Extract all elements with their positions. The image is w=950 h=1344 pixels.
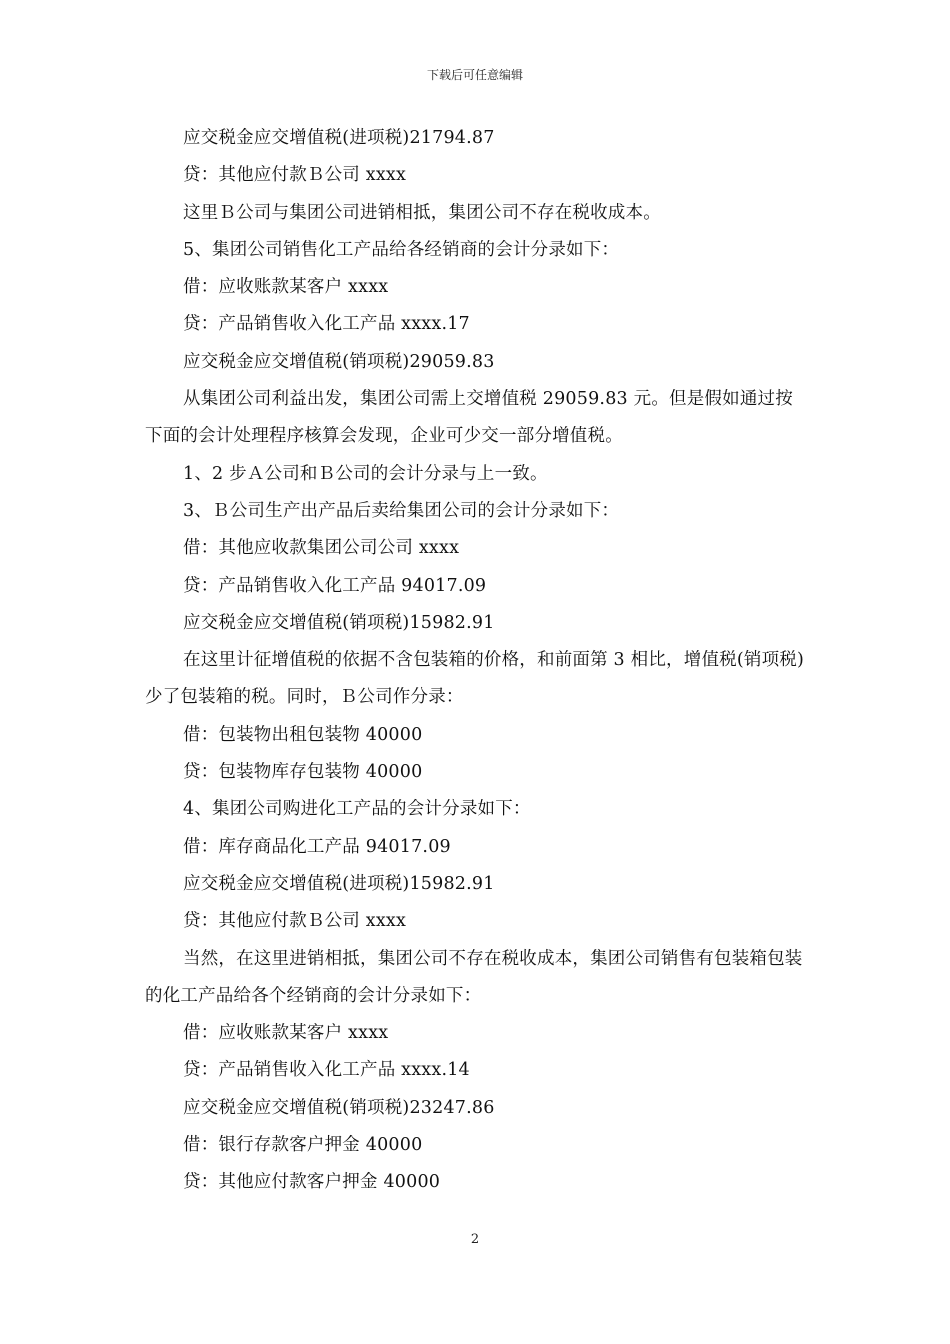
paragraph: 从集团公司利益出发，集团公司需上交增值税 29059.83 元。但是假如通过按下面的会计处理程序核算会发现，企业可少交一部分增值税。 bbox=[145, 389, 793, 447]
paragraph: 当然，在这里进销相抵，集团公司不存在税收成本，集团公司销售有包装箱包装的化工产品给各个经销商的会计分录如下： bbox=[145, 948, 803, 1006]
paragraph: 借：库存商品化工产品 94017.09 bbox=[183, 836, 451, 857]
paragraph: 贷：其他应付款Ｂ公司 xxxx bbox=[183, 165, 407, 186]
paragraph: 贷：产品销售收入化工产品 94017.09 bbox=[183, 575, 487, 596]
paragraph: 借：应收账款某客户 xxxx bbox=[183, 1023, 389, 1044]
paragraph: 应交税金应交增值税(销项税)23247.86 bbox=[183, 1097, 495, 1118]
paragraph: 贷：产品销售收入化工产品 xxxx.17 bbox=[183, 314, 470, 335]
paragraph: 3、Ｂ公司生产出产品后卖给集团公司的会计分录如下： bbox=[183, 500, 620, 521]
paragraph: 借：银行存款客户押金 40000 bbox=[183, 1135, 423, 1156]
paragraph: 应交税金应交增值税(销项税)29059.83 bbox=[183, 351, 495, 372]
paragraph: 贷：其他应付款Ｂ公司 xxxx bbox=[183, 911, 407, 932]
paragraph: 借：包装物出租包装物 40000 bbox=[183, 724, 423, 745]
paragraph: 借：其他应收款集团公司公司 xxxx bbox=[183, 538, 460, 559]
paragraph: 5、集团公司销售化工产品给各经销商的会计分录如下： bbox=[183, 239, 620, 260]
paragraph: 应交税金应交增值税(销项税)15982.91 bbox=[183, 612, 495, 633]
paragraph: 贷：其他应付款客户押金 40000 bbox=[183, 1172, 441, 1193]
document-body bbox=[145, 120, 810, 1202]
paragraph: 应交税金应交增值税(进项税)15982.91 bbox=[183, 873, 495, 894]
paragraph: 4、集团公司购进化工产品的会计分录如下： bbox=[183, 799, 531, 820]
page-number: 2 bbox=[470, 1232, 480, 1247]
paragraph: 这里Ｂ公司与集团公司进销相抵，集团公司不存在税收成本。 bbox=[183, 202, 661, 223]
paragraph: 借：应收账款某客户 xxxx bbox=[183, 277, 389, 298]
paragraph: 在这里计征增值税的依据不含包装箱的价格，和前面第 3 相比，增值税(销项税)少了包装箱的税。同时，Ｂ公司作分录： bbox=[145, 650, 805, 708]
paragraph: 贷：包装物库存包装物 40000 bbox=[183, 762, 423, 783]
paragraph: 应交税金应交增值税(进项税)21794.87 bbox=[183, 128, 495, 148]
paragraph: 贷：产品销售收入化工产品 xxxx.14 bbox=[183, 1060, 470, 1081]
paragraph: 1、2 步Ａ公司和Ｂ公司的会计分录与上一致。 bbox=[183, 463, 548, 484]
page-header: 下载后可任意编辑 bbox=[426, 68, 523, 82]
